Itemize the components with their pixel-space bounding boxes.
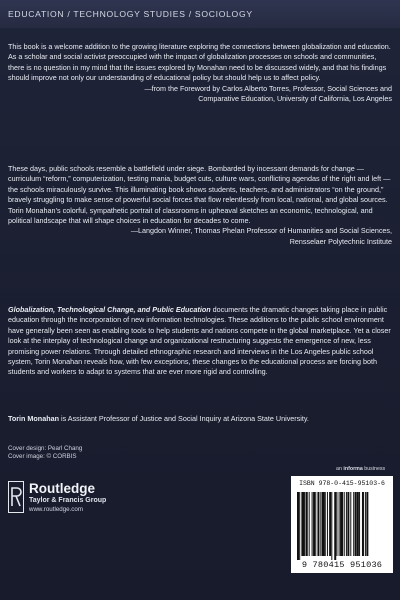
barcode-bar [353, 492, 354, 556]
book-title: Globalization, Technological Change, and Public Education [8, 305, 211, 314]
barcode-bar [331, 492, 332, 560]
blurb-attribution [8, 226, 392, 247]
isbn-label: ISBN 978-0-415-95103-6 [299, 480, 385, 487]
barcode-bar [297, 492, 299, 560]
category-strip [0, 0, 400, 28]
barcode-bar [334, 492, 336, 560]
barcode-bar [344, 492, 345, 556]
publisher-logo [8, 481, 106, 513]
book-description [8, 305, 392, 378]
cover-image-credit: Cover image: © CORBIS [8, 453, 77, 461]
barcode-bar [315, 492, 316, 556]
barcode-bar [304, 492, 305, 556]
barcode-bar [306, 492, 308, 556]
barcode-bar [339, 492, 340, 556]
barcode-bar [309, 492, 310, 556]
attribution-line: Comparative Education, University of California, Los Angeles [198, 94, 392, 104]
barcode-bar [336, 492, 337, 556]
attribution-line: —from the Foreword by Carlos Alberto Torres, Professor, Social Sciences and [144, 83, 392, 93]
publisher-url: www.routledge.com [29, 506, 83, 513]
praise-blurb-torres [8, 42, 392, 104]
blurb-text: These days, public schools resemble a battlefield under siege. Bombarded by incessant demands for change — curriculum “reform,” computerization, testing mania, budget cuts, culture wars, conflicting agendas of the right and left — the schools miraculously survive. This illuminating book shows students, teachers, and administrators “on the ground,” bravely struggling to make sense of powerful social forces that flow relentlessly from local, national, and global sources. Torin Monahan’s colorful, sympathetic portrait of classrooms in upheaval sketches an economic, technological, and political landscape that will shape choices in education for decades to come. [8, 164, 391, 226]
barcode-bar [322, 492, 325, 556]
barcode-bar [346, 492, 347, 556]
attribution-line: Rensselaer Polytechnic Institute [289, 236, 392, 246]
author-name: Torin Monahan [8, 414, 59, 423]
barcode-bar [301, 492, 304, 556]
barcode-bar [340, 492, 343, 556]
author-bio-text: is Assistant Professor of Justice and Social Inquiry at Arizona State University. [58, 414, 309, 423]
barcode-bar [355, 492, 357, 556]
isbn-barcode [291, 476, 393, 573]
barcode-bar [317, 492, 319, 556]
description-text: documents the dramatic changes taking place in public education through the incorporation of new information technologies. These additions to the public school environment have generally been seen as enabling tools to help students and nations compete in the global marketplace. Yet a closer look at the interplay of technological change and organizational restructuring suggests the emergence of new, less promising power relations. Through detailed ethnographic research and interviews in the Los Angeles public school system, Torin Monahan reveals how, with few exceptions, these changes to the educational process are forcing both students and workers to adapt to systems that are ever more rigid and controlling. [8, 305, 391, 377]
barcode-bar [327, 492, 328, 556]
barcode-bar [320, 492, 321, 556]
author-bio [8, 414, 392, 424]
barcode-bar [325, 492, 326, 556]
blurb-text: This book is a welcome addition to the growing literature exploring the connections between globalization and education. As a scholar and social activist preoccupied with the impact of globalization processes on schools and communities, there is no question in my mind that the issues explored by Monahan need to be discussed widely, and that his findings should improve not only our understanding of educational policy but should help us to affect policy. [8, 42, 391, 83]
blurb-attribution [8, 84, 392, 105]
barcode-bar [329, 492, 331, 556]
barcode-bar [357, 492, 359, 556]
barcode-bar [312, 492, 313, 556]
barcode-bar [350, 492, 351, 556]
publisher-group: Taylor & Francis Group [29, 497, 107, 504]
attribution-line: —Langdon Winner, Thomas Phelan Professor of Humanities and Social Sciences, [130, 226, 392, 236]
barcode-bar [365, 492, 366, 556]
informa-business-tag [336, 466, 385, 472]
informa-suffix: business [362, 466, 386, 472]
routledge-r-icon [8, 481, 24, 513]
barcode-bar [299, 492, 300, 560]
barcode-bars [291, 476, 393, 573]
author-bio-paragraph [8, 414, 392, 424]
informa-brand: informa [343, 466, 363, 472]
barcode-bar [366, 492, 368, 556]
subject-categories: EDUCATION / TECHNOLOGY STUDIES / SOCIOLOGY [8, 9, 253, 19]
barcode-bar [313, 492, 315, 556]
cover-credits [8, 445, 82, 461]
praise-blurb-winner [8, 164, 392, 247]
barcode-bar [347, 492, 349, 556]
barcode-bar [362, 492, 364, 556]
barcode-bar [359, 492, 360, 556]
cover-design-credit: Cover design: Pearl Chang [8, 445, 83, 452]
publisher-text [29, 481, 106, 513]
isbn-digits: 9 780415 951036 [301, 560, 383, 570]
description-paragraph [8, 305, 392, 378]
informa-prefix: an [336, 466, 344, 472]
publisher-name: Routledge [29, 481, 95, 496]
